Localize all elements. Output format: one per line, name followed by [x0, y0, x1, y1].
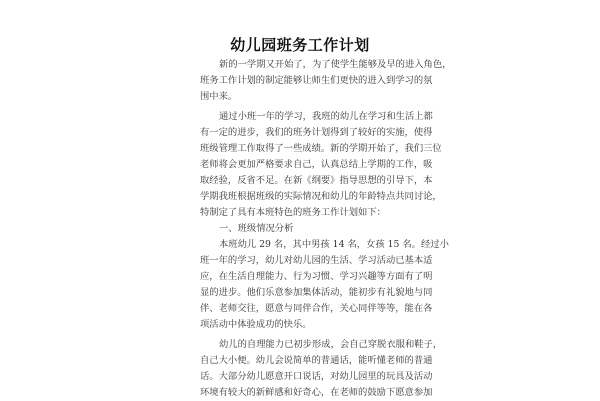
- text-line: 学期我班根据班级的实际情况和幼儿的年龄特点共同讨论，: [200, 191, 442, 202]
- text-line: 老师将会更加严格要求自己，认真总结上学期的工作，吸: [200, 159, 433, 170]
- section-heading: 一、班级情况分析: [219, 223, 294, 234]
- text-line: 有一定的进步，我们的班务计划得到了较好的实施，使得: [200, 127, 433, 138]
- text-line: 围中来。: [200, 91, 238, 102]
- text-line: 取经验，反省不足。在新《纲要》指导思想的引导下，本: [200, 175, 433, 186]
- text-line: 通过小班一年的学习，我班的幼儿在学习和生活上都: [219, 111, 433, 122]
- document-title: 幼儿园班务工作计划: [230, 36, 370, 54]
- text-line: 应，在生活自理能力、行为习惯、学习兴趣等方面有了明: [200, 271, 433, 282]
- text-line: 幼儿的自理能力已初步形成，会自己穿脱衣服和鞋子，: [219, 339, 443, 350]
- text-line: 自己大小便。幼儿会说简单的普通话，能听懂老师的普通: [200, 355, 433, 366]
- text-line: 显的进步。他们乐意参加集体活动，能初步有礼貌地与同: [200, 287, 433, 298]
- text-line: 伴、老师交往，愿意与同伴合作，关心同伴等等，能在各: [200, 303, 433, 314]
- text-line: 新的一学期又开始了，为了使学生能够及早的进入角色，: [219, 59, 452, 70]
- text-line: 班一年的学习，幼儿对幼儿园的生活、学习活动已基本适: [200, 255, 433, 266]
- text-line: 本班幼儿 29 名，其中男孩 14 名，女孩 15 名。经过小: [219, 239, 449, 250]
- document-body: [200, 57, 452, 401]
- text-line: 特制定了具有本班特色的班务工作计划如下：: [200, 207, 386, 218]
- text-line: 班级管理工作取得了一些成绩。新的学期开始了，我们三位: [200, 143, 442, 154]
- text-line: 班务工作计划的制定能够让师生们更快的进入到学习的氛: [200, 75, 433, 86]
- text-line: 环境有较大的新鲜感和好奇心，在老师的鼓励下愿意参加: [200, 387, 433, 398]
- text-line: 项活动中体验成功的快乐。: [200, 319, 312, 330]
- text-line: 话。大部分幼儿愿意开口说话，对幼儿园里的玩具及活动: [200, 371, 433, 382]
